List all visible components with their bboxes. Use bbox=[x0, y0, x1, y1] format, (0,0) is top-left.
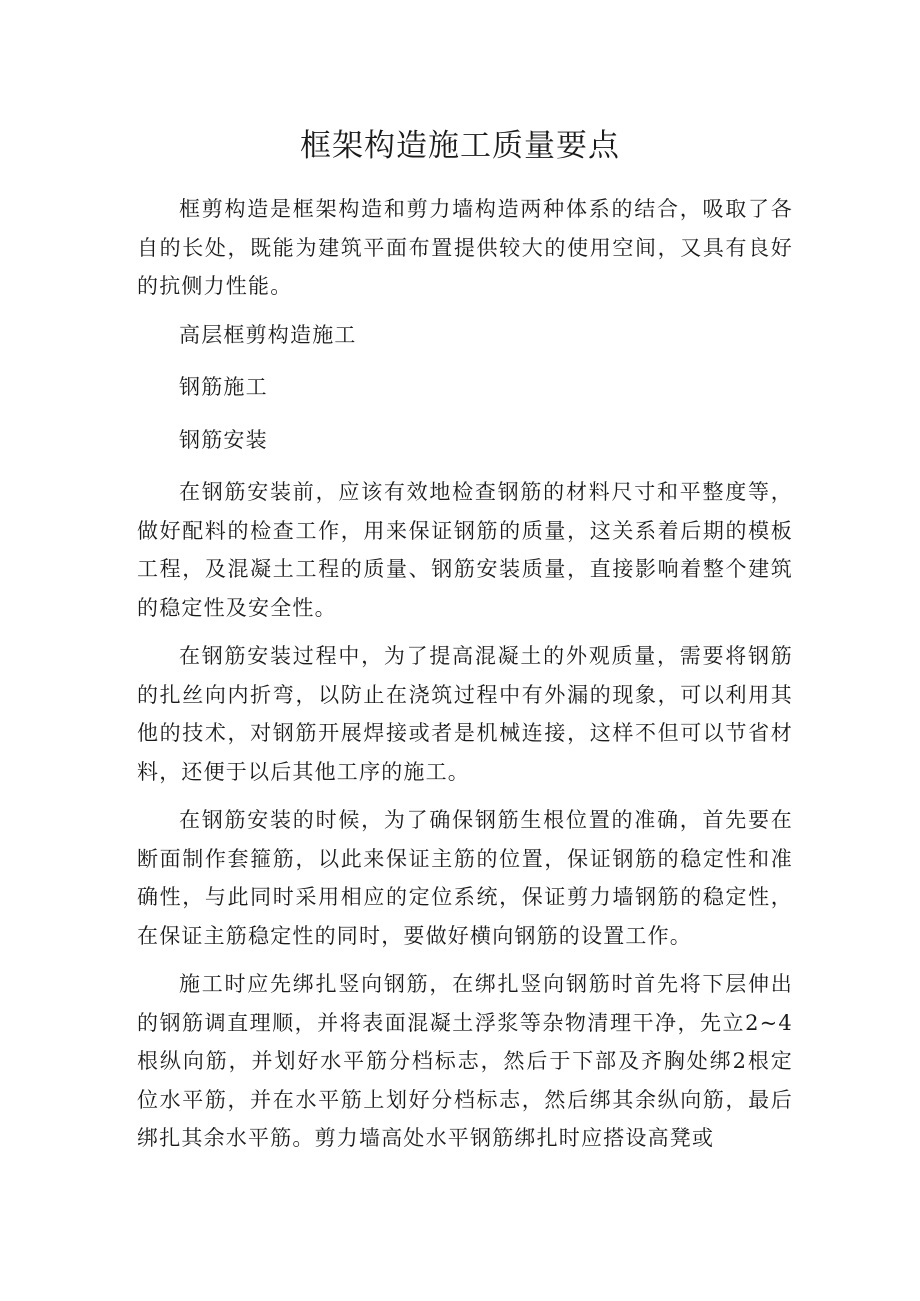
section-heading: 高层框剪构造施工 bbox=[179, 322, 357, 347]
paragraph: 在钢筋安装的时候，为了确保钢筋生根位置的准确，首先要在断面制作套箍筋，以此来保证主筋的位置，保证钢筋的稳定性和准确性，与此同时采用相应的定位系统，保证剪力墙钢筋的稳定性，在保证主筋稳定性的同时，要做好横向钢筋的设置工作。 bbox=[137, 808, 793, 948]
paragraph: 在钢筋安装前，应该有效地检查钢筋的材料尺寸和平整度等，做好配料的检查工作，用来保证钢筋的质量，这关系着后期的模板工程，及混凝土工程的质量、钢筋安装质量，直接影响着整个建筑的稳定性及安全性。 bbox=[137, 480, 793, 620]
document-body bbox=[137, 190, 793, 1168]
paragraph: 施工时应先绑扎竖向钢筋，在绑扎竖向钢筋时首先将下层伸出的钢筋调直理顺，并将表面混凝土浮浆等杂物清理干净，先立2~4根纵向筋，并划好水平筋分档标志，然后于下部及齐胸处绑2根定位水平筋，并在水平筋上划好分档标志，然后绑其余纵向筋，最后绑扎其余水平筋。剪力墙高处水平钢筋绑扎时应搭设高凳或 bbox=[137, 972, 793, 1150]
subsubsection-heading: 钢筋安装 bbox=[179, 427, 268, 452]
paragraph: 在钢筋安装过程中，为了提高混凝土的外观质量，需要将钢筋的扎丝向内折弯，以防止在浇筑过程中有外漏的现象，可以利用其他的技术，对钢筋开展焊接或者是机械连接，这样不但可以节省材料，还便于以后其他工序的施工。 bbox=[137, 644, 793, 784]
page-title: 框架构造施工质量要点 bbox=[300, 128, 620, 164]
subsection-heading: 钢筋施工 bbox=[179, 375, 268, 399]
paragraph-intro: 框剪构造是框架构造和剪力墙构造两种体系的结合，吸取了各自的长处，既能为建筑平面布置提供较大的使用空间，又具有良好的抗侧力性能。 bbox=[137, 197, 793, 298]
